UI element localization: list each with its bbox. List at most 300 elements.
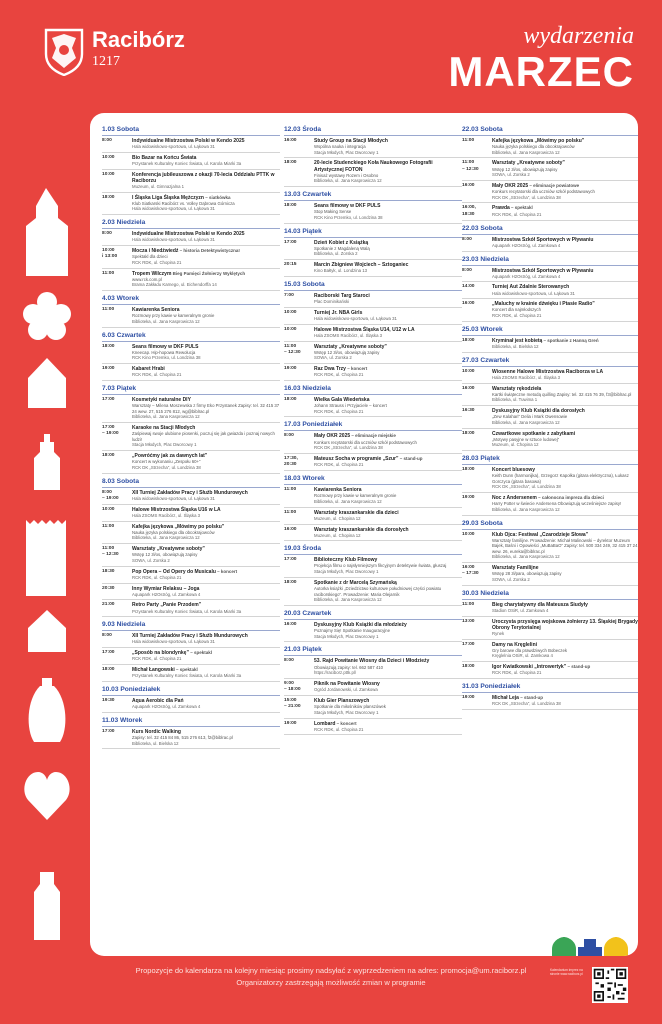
qr-note: Kalendarium imprez na stronie www.raciborz.pl (550, 968, 583, 976)
event-place: Hala widowiskowo-sportowa, ul. Łąkowa 31 (492, 290, 575, 296)
event-item (462, 429, 638, 451)
event-title: Bieg charytatywny dla Mateusza Siudyły (492, 601, 588, 608)
event-item (284, 620, 462, 642)
events-card (90, 113, 638, 956)
event-title: Indywidualne Mistrzostwa Polski w Kendo 2025 (132, 138, 245, 144)
city-year: 1217 (92, 54, 120, 69)
event-place: RCK Kino Przemko, ul. Londzina 38 (314, 214, 383, 220)
event-title: Mateusz Socha w programie „Szur” (314, 455, 399, 462)
event-title: „Sposób na blondynkę” (132, 650, 189, 657)
event-time: 16:00 – 17:30 (462, 565, 479, 577)
event-description: Konkurs recytatorski dla uczniów szkół podstawowych (314, 439, 417, 445)
event-type: – spotkanie z Hanną Greń (542, 337, 599, 343)
event-type: – spektakl (188, 650, 212, 656)
event-item (284, 555, 462, 577)
event-title: XII Turniej Zakładów Pracy i Służb Mundurowych (132, 489, 248, 496)
event-time: 8:00 (102, 138, 112, 143)
event-place: Kręglelnia OSiR, ul. Zamkowa 4 (492, 653, 553, 659)
event-item (102, 229, 280, 246)
event-description: Nauka języka polskiego dla obcokrajowców (132, 529, 215, 535)
event-title: Turniej Aut Zdalnie Sterowanych (492, 284, 570, 291)
event-place: Biblioteka, ul. Jana Kasprowicza 12 (132, 535, 200, 541)
event-place: Plac Dominikański (314, 299, 350, 305)
event-title: Michał Łangowski (132, 667, 175, 674)
event-title: Kafejka językowa „Mówimy po polsku” (492, 138, 585, 144)
event-title: XII Turniej Zakładów Pracy i Służb Mundurowych (132, 633, 248, 640)
event-title: Turniej Jr. NBA Girls (314, 309, 363, 316)
event-place: Aquapark H2Ostróg, ul. Zamkowa 4 (492, 242, 561, 248)
event-type: – koncert (345, 366, 368, 372)
heart-icon (24, 772, 69, 820)
event-item (462, 336, 638, 353)
event-place: RCK RDK, ul. Chopina 21 (314, 726, 364, 732)
day-heading: 22.03 Sobota (462, 125, 638, 136)
event-time: 16:00 (284, 526, 297, 532)
event-title: Spotkanie z dr Marcelą Szymańską (314, 579, 397, 586)
event-place: Aquapark H2Ostróg, ul. Zamkowa 4 (132, 591, 201, 597)
event-place: Stacja Młodych, Plac Dworcowy 1 (314, 569, 379, 575)
event-time: 18:00 (102, 343, 115, 349)
event-title: Warsztaty kraszankarskie dla dorosłych (314, 526, 409, 533)
event-time: 18:00 (284, 579, 297, 585)
day-heading: 12.03 Środa (284, 125, 462, 136)
event-time: 11:00 (284, 487, 297, 493)
event-title-line (314, 160, 462, 172)
event-time: 11:00 (462, 601, 475, 607)
event-place: Przystanek Kulturalny Koniec Świata, ul. Karola Miarki 3a (132, 673, 242, 679)
event-place: Rynek (492, 630, 505, 636)
day-heading: 31.03 Poniedziałek (462, 682, 638, 693)
event-place: Muzeum, ul. Gimnazjalna 1 (132, 183, 185, 189)
day-heading: 6.03 Czwartek (102, 331, 280, 342)
event-time: 11:00 – 12:30 (284, 343, 301, 355)
event-description: Spektakl dla dzieci (132, 254, 168, 260)
event-description: www.rck.com.pl (132, 276, 162, 282)
event-item (462, 563, 638, 585)
event-place: Biblioteka, ul. Jana Kasprowicza 12 (132, 318, 200, 324)
event-item (284, 696, 462, 718)
event-time: 19:00 (284, 720, 297, 726)
event-time: 18:00 (284, 203, 297, 209)
event-title: Kosmetyki naturalne DIY (132, 396, 191, 403)
event-item (462, 203, 638, 220)
day-heading: 21.03 Piątek (284, 645, 462, 656)
event-time: 11:00 – 12:30 (102, 546, 119, 558)
event-item (284, 238, 462, 260)
event-description: Nauka języka polskiego dla obcokrajowców (492, 144, 575, 150)
event-item (284, 395, 462, 417)
event-item (102, 423, 280, 451)
event-title: Karaoke na Stacji Młodych (132, 425, 196, 432)
event-description: Zaśpiewaj swoje ulubione piosenki, poczuj się jak gwiazda i poznaj nowych ludzi! (132, 431, 275, 442)
event-type: – stand-up (518, 695, 543, 700)
day-heading: 13.03 Czwartek (284, 190, 462, 201)
day-heading: 29.03 Sobota (462, 519, 638, 530)
event-item (284, 431, 462, 453)
event-description: Stop Making Sense (314, 209, 352, 215)
event-time: 10:00 (284, 326, 297, 332)
day-heading: 2.03 Niedziela (102, 218, 280, 229)
event-item (462, 662, 638, 679)
event-title: Uroczysta przysięga wojskowa żołnierzy 13. Śląskiej Brygady Obrony Terytorialnej (492, 618, 638, 631)
event-title: Kawiarenka Seniora (314, 487, 362, 494)
event-time: 10:00 (102, 171, 115, 177)
event-time: 17:30, 20:30 (284, 455, 298, 468)
event-description: Konkurs recytatorski dla uczniów szkół podstawowych (492, 189, 595, 195)
event-place: Biblioteka, ul. Zorska 2 (314, 251, 358, 257)
event-title: 20-lecie Studenckiego Koła Naukowego Fotografii Artystycznej FOTON (314, 160, 433, 173)
event-place: Biblioteka, ul. Bielska 12 (132, 740, 179, 746)
event-item (284, 485, 462, 507)
event-time: 18:00 (284, 396, 297, 402)
event-description: Wstęp 12 zł/os, obowiązują zapisy (132, 552, 198, 558)
event-item (284, 201, 462, 223)
event-type: – historia Detektywistyczna! (178, 248, 240, 254)
event-description: Klub Siatkarski Racibórz vs. Volley Dąbrowa Górnicza (132, 200, 235, 206)
event-time: 8:00 (102, 633, 112, 639)
event-place: RCK RDK, ul. Chopina 21 (492, 211, 542, 217)
event-time: 21:00 (102, 602, 115, 608)
event-place: Stacja Młodych, Plac Dworcowy 1 (314, 633, 379, 639)
event-place: Biblioteka, ul. Jana Kasprowicza 12 (132, 414, 200, 420)
event-time: 18:00 (462, 664, 475, 670)
event-time: 19:00 (462, 495, 475, 501)
event-item (462, 235, 638, 252)
event-time: 17:00 (102, 650, 115, 656)
event-item (462, 617, 638, 640)
event-place: Hala widowiskowo-sportowa, ul. Łąkowa 31 (314, 315, 397, 321)
event-place: Hala ZSOMS Racibórz, ul. Śląska 3 (132, 512, 201, 518)
event-place: Muzeum, ul. Chopina 12 (314, 515, 361, 521)
event-description: Rozmowy przy kawie w kameralnym gronie (132, 313, 215, 319)
event-time: 16:00, 18:30 (462, 205, 476, 217)
event-item (284, 578, 462, 606)
event-title: Czwartkowe spotkanie z zabytkami (492, 430, 576, 437)
pennant-yellow (604, 937, 628, 956)
event-time: 11:00 (102, 523, 115, 529)
event-place: Aquapark H2Ostróg, ul. Zamkowa 4 (132, 704, 201, 710)
event-title: Koncert bluesowy (492, 467, 536, 474)
event-time: 8:00 (102, 231, 112, 237)
event-time: 8:00 (284, 658, 294, 664)
event-item (284, 291, 462, 308)
event-place: Stacja Młodych, Plac Dworcowy 1 (314, 709, 379, 715)
event-title: „Powróćmy jak za dawnych lat” (132, 453, 208, 460)
event-item (462, 406, 638, 428)
event-place: RCK RDK, ul. Chopina 21 (132, 656, 182, 662)
event-type: – eliminacje miejskie (350, 433, 396, 439)
event-item (462, 158, 638, 180)
event-type: – spektakl (509, 205, 533, 211)
event-time: 18:00 (462, 430, 475, 436)
event-item (462, 600, 638, 617)
event-item (102, 246, 280, 268)
day-heading: 27.03 Czwartek (462, 356, 638, 367)
event-title: Warsztaty „Kreatywne soboty” (492, 160, 565, 167)
event-place: RCK Kino Przemko, ul. Londzina 38 (132, 355, 201, 361)
event-item (102, 600, 280, 617)
bell-icon (29, 678, 66, 742)
event-title: Mocza i Niedźwiedź (132, 248, 179, 255)
event-time: 16:30 (462, 408, 475, 414)
event-place: RCK RDK, ul. Chopina 21 (132, 574, 182, 580)
event-time: 8:00 (284, 433, 294, 439)
event-item (284, 158, 462, 187)
event-item (284, 308, 462, 325)
event-time: 16:00 (462, 182, 475, 188)
event-place: RCK RDK, ul. Chopina 21 (314, 372, 364, 378)
event-title: Seans filmowy w DKF PULS (132, 343, 199, 350)
day-heading: 8.03 Sobota (102, 477, 280, 488)
footer-disclaimer: Organizatorzy zastrzegają możliwość zmian w programie (236, 978, 426, 987)
event-description: Obowiązują zapisy: tel. 662 587 410 (314, 664, 384, 670)
event-place: RCK DK „Strzecha”, ul. Londzina 38 (492, 701, 561, 707)
day-heading: 14.03 Piątek (284, 227, 462, 238)
day-heading: 19.03 Środa (284, 544, 462, 555)
day-heading: 22.03 Sobota (462, 224, 638, 235)
event-item (462, 367, 638, 384)
pennant-green (552, 937, 576, 956)
event-title: Prawda (492, 205, 510, 212)
event-time: 10:00 (102, 506, 115, 512)
event-item (462, 384, 638, 406)
event-title: Biblioteczny Klub Filmowy (314, 557, 378, 564)
day-heading: 15.03 Sobota (284, 280, 462, 291)
event-place: SOWA, ul. Zorska 2 (314, 355, 352, 361)
event-place: RCK RDK, ul. Chopina 21 (314, 408, 364, 414)
event-title: Warsztaty „Kreatywne soboty” (314, 343, 387, 350)
event-title: Marcin Zbigniew Wojciech – Sztoganiec (314, 262, 409, 269)
day-heading: 25.03 Wtorek (462, 325, 638, 336)
event-time: 7:00 (284, 292, 294, 298)
event-title: Pop Opera – Od Opery do Musicalu (132, 568, 216, 575)
event-title: Study Group na Stacji Młodych (314, 138, 388, 144)
event-description: Harry Potter w świecie Andersena Obowiązują wcześniejsze zapisy! (492, 501, 622, 507)
event-place: Muzeum, ul. Chopina 12 (492, 442, 539, 448)
city-name: Racibórz (92, 27, 185, 52)
event-description: „Zew Kalahari” Delia i Mark Owensowie (492, 414, 568, 420)
event-place: Hala ZSOMS Racibórz, ul. Śląska 3 (492, 374, 561, 380)
event-title: Michał Leja (492, 695, 519, 701)
day-heading: 23.03 Niedziela (462, 255, 638, 266)
event-time: 11:00 (102, 307, 115, 313)
day-heading: 16.03 Niedziela (284, 384, 462, 395)
event-item (102, 631, 280, 648)
event-title: „Maluchy w krainie dźwięku i Ptasie Radio” (492, 301, 595, 308)
event-title: Konferencja jubileuszowa z okazji 70-lecia Oddziału PTTK w Raciborzu (132, 171, 275, 184)
event-description: Koncert w wykonaniu „Zespołu 60+” (132, 459, 201, 465)
event-title: Indywidualne Mistrzostwa Polski w Kendo 2025 (132, 231, 245, 238)
day-heading: 18.03 Wtorek (284, 474, 462, 485)
day-heading: 7.03 Piątek (102, 384, 280, 395)
event-item (102, 395, 280, 423)
event-type: – stand-up (398, 455, 423, 461)
day-heading: 9.03 Niedziela (102, 620, 280, 631)
event-title: Mistrzostwa Szkół Sportowych w Pływaniu (492, 236, 594, 243)
event-time: 18:00 (102, 453, 115, 459)
event-title: Dzień Kobiet z Książką (314, 239, 369, 246)
event-time: 18:00 (462, 467, 475, 473)
event-place: Hala widowiskowo-sportowa, ul. Łąkowa 31 (132, 144, 215, 150)
event-title: Inny Wymiar Relaksu – Joga (132, 585, 200, 592)
event-description: Koncert dla najmłodszych (492, 307, 541, 313)
event-time: 17:00 (284, 239, 297, 245)
event-item (102, 727, 280, 749)
event-item (102, 665, 280, 682)
event-title: Halowe Mistrzostwa Śląska U16 w LA (132, 506, 221, 513)
event-place: Brama Zakładu Karnego, ul. Eichendorffa 14 (132, 282, 217, 288)
event-description: Warsztaty – Milena Moszewska z firmy Eko Przystanek Zapisy: tel. 32 415 37 24 wew. 27, 515 276 812, wg@biblrac.pl (132, 403, 280, 414)
event-title: Wiosenne Halowe Mistrzostwa Raciborza w LA (492, 368, 604, 375)
footer-submission-note: Propozycje do kalendarza na kolejny miesiąc prosimy nadsyłać z wyprzedzeniem na adres: promocja@um.raciborz.pl (135, 966, 527, 975)
event-item (102, 153, 280, 170)
house-icon (28, 610, 66, 652)
event-time: 14:00 (462, 284, 475, 290)
event-title: Dyskusyjny Klub Książki dla młodzieży (314, 621, 407, 628)
event-description: Rozmowy przy kawie w kameralnym gronie (314, 493, 397, 499)
day-heading: 17.03 Poniedziałek (284, 420, 462, 431)
events-column-1 (102, 122, 280, 749)
day-heading: 10.03 Poniedziałek (102, 685, 280, 696)
event-title-line (492, 619, 638, 631)
event-time: 16:00 (284, 621, 297, 627)
event-title: Kawiarenka Seniora (132, 307, 180, 314)
qr-code-icon[interactable] (592, 967, 628, 1003)
event-item (102, 648, 280, 665)
event-time: 15:00 – 21:00 (284, 698, 301, 710)
decorative-silhouettes (0, 0, 90, 960)
event-place: RCK RDK, ul. Chopina 21 (132, 259, 182, 265)
event-place: Muzeum, ul. Chopina 12 (314, 532, 361, 538)
event-item (462, 530, 638, 564)
event-title: Seans filmowy w DKF PULS (314, 203, 381, 210)
event-time: 16:00 (284, 138, 297, 143)
event-place: Biblioteka, ul. Jana Kasprowicza 12 (314, 498, 382, 504)
event-time: 10:00 (284, 309, 297, 315)
event-item (102, 584, 280, 601)
event-item (462, 465, 638, 493)
day-heading: 20.03 Czwartek (284, 609, 462, 620)
event-place: Stacja Młodych, Plac Dworcowy 1 (132, 442, 197, 448)
event-item (462, 282, 638, 299)
event-place: Aquapark H2Ostróg, ul. Zamkowa 4 (492, 273, 561, 279)
event-time: 8:00 (462, 236, 472, 242)
event-item (462, 266, 638, 283)
event-time: 8:00 – 19:00 (102, 489, 119, 501)
event-place: RCK DK „Strzecha”, ul. Londzina 38 (314, 445, 383, 451)
event-place: RCK DK „Strzecha”, ul. Londzina 38 (492, 484, 561, 490)
tower-icon (34, 872, 60, 940)
event-item (462, 181, 638, 203)
event-title: Aqua Aerobic dla Pań (132, 698, 184, 704)
event-type: – koncert (215, 568, 238, 574)
event-title: Raz Dwa Trzy (314, 366, 346, 373)
event-place: RCK RDK, ul. Chopina 21 (132, 372, 182, 378)
month-title: MARZEC (448, 48, 634, 95)
event-place: RCK RDK, ul. Chopina 21 (492, 313, 542, 318)
event-title: Mały OKR 2025 (314, 433, 351, 440)
event-description: Keith Dunn (harmonijka), Grzegorz Kapołka (gitara elektryczna), Łukasz Gorczyca (gitara basowa) (492, 473, 629, 484)
page-header (448, 22, 634, 94)
event-place: Stadion OSiR, ul. Zamkowa 4 (492, 607, 549, 613)
event-title: Klub Gier Planszowych (314, 698, 370, 705)
event-type: Bieg Pamięci Żołnierzy Wyklętych (171, 270, 246, 276)
event-place: Hala widowiskowo-sportowa, ul. Łąkowa 31 (132, 639, 215, 645)
event-title: Dyskusyjny Klub Książki dla dorosłych (492, 408, 585, 415)
header-script-title: wydarzenia (523, 23, 634, 49)
event-title: I Śląska Liga Śląska Mężczyzn (132, 194, 204, 201)
event-place: RCK RDK, ul. Chopina 21 (314, 462, 364, 468)
event-title: Wielka Gala Wiedeńska (314, 396, 370, 403)
event-time: 10:00 (462, 368, 475, 374)
event-description: Warsztaty familijne. Prowadzenie: Michał Malinowski – dyrektor Muzeum Bajek, Baśni i Opowieści „MuBaBaO” Zapisy: tel. 500 334 249, 32 415 37 24 wew. 26, eureka@biblrac.pl (492, 537, 638, 554)
event-type: – spektakl (174, 667, 198, 673)
event-item (462, 136, 638, 158)
event-title: Tropem Wilczym (132, 270, 172, 277)
event-description: Wstęp 12 zł/os, obowiązują zapisy (492, 166, 558, 172)
event-description: Spotkanie dla miłośników planszówek (314, 704, 386, 710)
event-title: Kafejka językowa „Mówimy po polsku” (132, 523, 225, 530)
events-column-2 (284, 122, 462, 735)
event-time: 9:00 – 18:00 (284, 680, 301, 693)
day-heading: 30.03 Niedziela (462, 589, 638, 600)
decorative-pennants (550, 935, 630, 956)
event-place: Kino Bałtyk, ul. Londzina 13 (314, 268, 368, 274)
event-description: Spotkanie z Magdaleną Walą (314, 245, 370, 251)
event-title: Halowe Mistrzostwa Śląska U14, U12 w LA (314, 326, 415, 333)
event-item (102, 193, 280, 215)
event-type: – siatkówka (203, 194, 231, 200)
event-type: – koncert (335, 720, 357, 726)
event-time: 10:00 i 13:00 (102, 248, 118, 260)
event-item (102, 522, 280, 544)
event-place: RCK DK „Strzecha”, ul. Londzina 38 (492, 194, 561, 200)
flower-icon (23, 292, 71, 340)
event-description: Projekcja filmu o najsłynniejszym fikcyjnym detektywie świata, głuszaj (314, 563, 447, 569)
event-title-line (132, 172, 280, 184)
event-time: 18:00 (284, 160, 297, 166)
event-item (284, 454, 462, 471)
event-place: Hala ZSOMS Racibórz, ul. Śląska 3 (314, 332, 383, 338)
event-item (102, 488, 280, 505)
events-column-3 (462, 122, 638, 710)
event-description: Zapisy: tel. 32 415 84 86, 515 276 613, f2@biblrac.pl (132, 734, 233, 740)
event-item (284, 136, 462, 158)
event-place: Biblioteka, ul. Jana Kasprowicza 12 (492, 149, 560, 155)
event-item (102, 136, 280, 153)
event-title: Kabaret Hrabi (132, 366, 165, 373)
event-time: 19:00 (284, 366, 297, 372)
event-time: 8:00 (462, 267, 472, 273)
event-item (102, 544, 280, 566)
event-description: Poznajmy Się! Spotkanie Inauguracyjne (314, 628, 390, 634)
event-description: Wspólna nauka i integracja (314, 144, 366, 150)
event-place: RCK DK „Strzecha”, ul. Londzina 38 (132, 464, 201, 470)
event-title: Mały OKR 2025 (492, 182, 529, 189)
event-item (284, 656, 462, 678)
event-description: Johann Strauss i Przyjaciele – koncert (314, 403, 387, 409)
event-time: 18:00 (462, 337, 475, 343)
event-item (284, 679, 462, 696)
day-heading: 4.03 Wtorek (102, 294, 280, 305)
event-place: Biblioteka, ul. Jana Kasprowicza 12 (492, 554, 560, 560)
tower-icon (34, 434, 60, 490)
event-time: 16:00 (462, 301, 475, 307)
event-description: Kartki świąteczne metodą quilling Zapisy: tel. 32 415 76 39, f3@biblrac.pl (492, 391, 632, 397)
event-item (462, 640, 638, 662)
event-item (284, 342, 462, 364)
event-item (102, 567, 280, 584)
